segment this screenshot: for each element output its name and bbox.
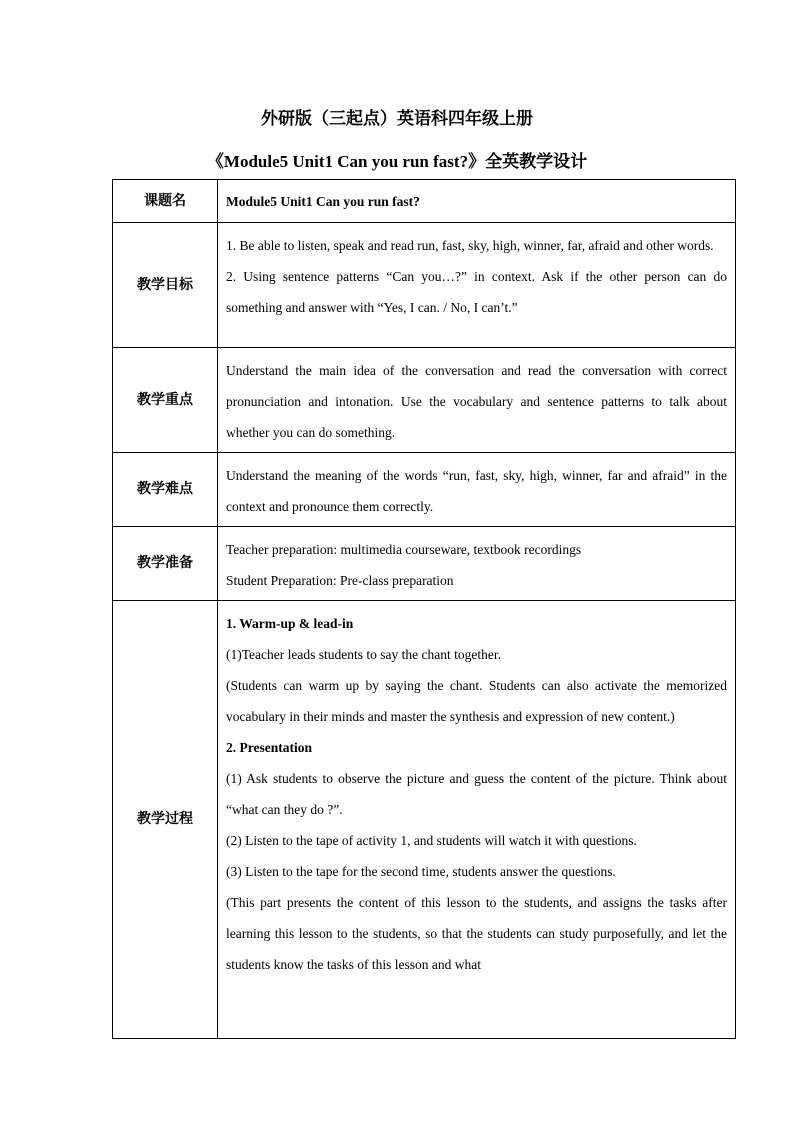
row-label-key-points: 教学重点 [113,348,218,453]
process-heading: 1. Warm-up & lead-in [226,616,354,631]
process-note: (Students can warm up by saying the chant. Students can also activate the memorized vocabulary in their minds and master the synthesis and expression of new content.) [226,678,727,724]
table-row-preparation [113,527,736,601]
table-row-objectives [113,223,736,348]
table-row-key-points [113,348,736,453]
process-note: (This part presents the content of this lesson to the students, and assigns the tasks after learning this lesson to the students, so that the students can study purposefully, and let the students know the tasks of this lesson and what [226,895,727,972]
process-cell [218,601,736,1039]
topic-value: Module5 Unit1 Can you run fast? [218,180,736,223]
table-row-process [113,601,736,1039]
row-label-preparation: 教学准备 [113,527,218,601]
preparation-item: Teacher preparation: multimedia courseware, textbook recordings [226,542,582,557]
process-step: (3) Listen to the tape for the second time, students answer the questions. [226,864,616,879]
process-step: (2) Listen to the tape of activity 1, and students will watch it with questions. [226,833,637,848]
table-row-difficult-points [113,453,736,527]
difficult-points-text: Understand the meaning of the words “run, fast, sky, high, winner, far and afraid” in the context and pronounce them correctly. [218,453,736,527]
document-title-line2: 《Module5 Unit1 Can you run fast?》全英教学设计 [206,152,588,171]
row-label-difficult-points: 教学难点 [113,453,218,527]
objectives-cell [218,223,736,348]
objective-item: 1. Be able to listen, speak and read run, fast, sky, high, winner, far, afraid and other words. [226,238,714,253]
row-label-topic: 课题名 [113,180,218,223]
process-heading: 2. Presentation [226,740,312,755]
row-label-objectives: 教学目标 [113,223,218,348]
process-step: (1)Teacher leads students to say the chant together. [226,647,501,662]
process-step: (1) Ask students to observe the picture and guess the content of the picture. Think about “what can they do ?”. [226,771,727,817]
row-label-process: 教学过程 [113,601,218,1039]
preparation-cell [218,527,736,601]
document-title-line1: 外研版（三起点）英语科四年级上册 [261,109,533,129]
objective-item: 2. Using sentence patterns “Can you…?” in context. Ask if the other person can do something and answer with “Yes, I can. / No, I can’t.” [226,269,727,315]
key-points-text: Understand the main idea of the conversation and read the conversation with correct pronunciation and intonation. Use the vocabulary and sentence patterns to talk about whether you can do something. [218,348,736,453]
table-row-topic [113,180,736,223]
preparation-item: Student Preparation: Pre-class preparation [226,573,454,588]
lesson-plan-table [112,179,736,1039]
